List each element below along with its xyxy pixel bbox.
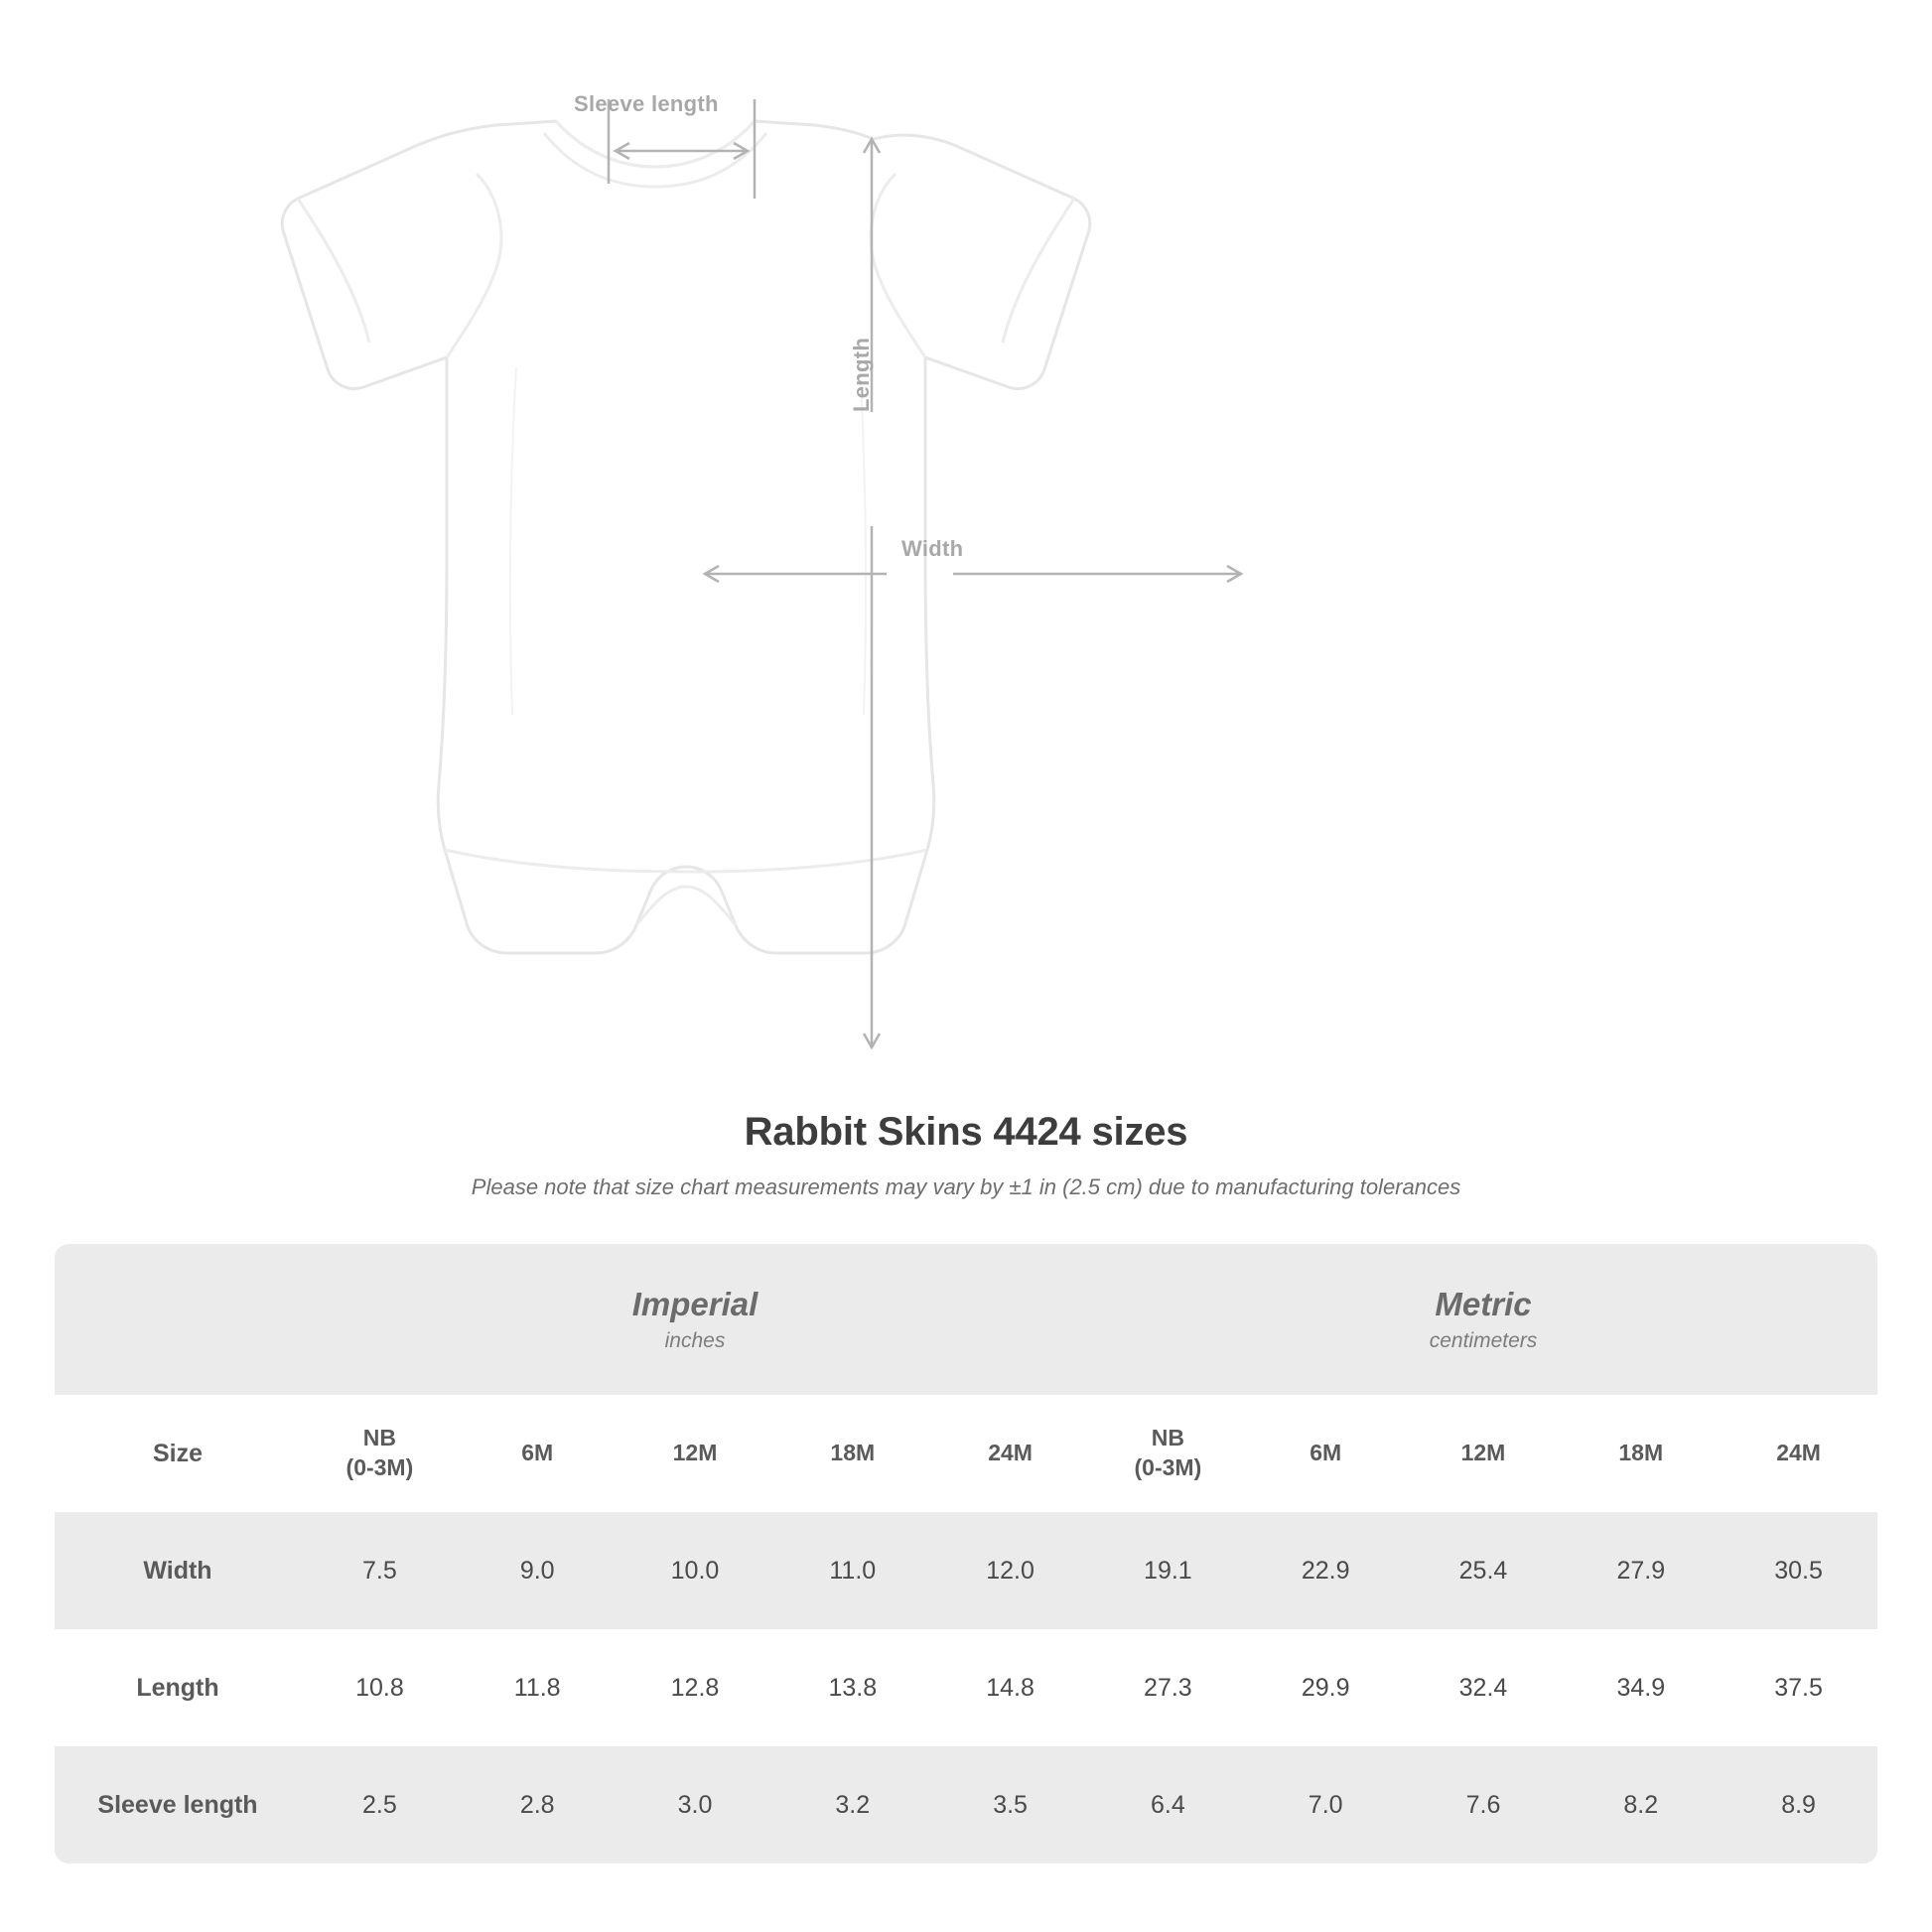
- row-label-width: Width: [55, 1512, 301, 1629]
- unit-group-imperial-name: Imperial: [631, 1286, 759, 1323]
- header-imperial-nb-main: NB: [362, 1425, 397, 1451]
- cell-width-imperial-24m: 12.0: [931, 1512, 1089, 1629]
- cell-length-metric-6m: 29.9: [1247, 1629, 1405, 1746]
- cell-length-imperial-18m: 13.8: [773, 1629, 931, 1746]
- cell-length-imperial-24m: 14.8: [931, 1629, 1089, 1746]
- size-table-container: [55, 1244, 1877, 1863]
- header-imperial-nb-sub: (0-3M): [345, 1454, 414, 1480]
- cell-sleeve-imperial-12m: 3.0: [617, 1746, 774, 1863]
- header-imperial-24m: 24M: [931, 1395, 1089, 1512]
- header-metric-nb-sub: (0-3M): [1134, 1454, 1202, 1480]
- cell-length-metric-18m: 34.9: [1562, 1629, 1720, 1746]
- header-metric-nb-main: NB: [1151, 1425, 1184, 1451]
- unit-group-metric-name: Metric: [1435, 1286, 1532, 1323]
- table-row: [55, 1746, 1877, 1863]
- cell-sleeve-metric-24m: 8.9: [1720, 1746, 1877, 1863]
- cell-sleeve-imperial-nb: 2.5: [301, 1746, 459, 1863]
- header-metric-18m: 18M: [1562, 1395, 1720, 1512]
- cell-length-metric-12m: 32.4: [1405, 1629, 1563, 1746]
- cell-length-imperial-6m: 11.8: [459, 1629, 617, 1746]
- cell-width-imperial-12m: 10.0: [617, 1512, 774, 1629]
- unit-group-imperial: [301, 1244, 1089, 1395]
- cell-sleeve-metric-18m: 8.2: [1562, 1746, 1720, 1863]
- cell-sleeve-imperial-24m: 3.5: [931, 1746, 1089, 1863]
- cell-sleeve-metric-6m: 7.0: [1247, 1746, 1405, 1863]
- cell-sleeve-imperial-6m: 2.8: [459, 1746, 617, 1863]
- size-table: [55, 1244, 1877, 1863]
- cell-length-metric-24m: 37.5: [1720, 1629, 1877, 1746]
- unit-group-imperial-sub: inches: [664, 1328, 726, 1352]
- header-imperial-12m: 12M: [617, 1395, 774, 1512]
- cell-width-metric-nb: 19.1: [1089, 1512, 1247, 1629]
- cell-length-metric-nb: 27.3: [1089, 1629, 1247, 1746]
- cell-width-metric-12m: 25.4: [1405, 1512, 1563, 1629]
- table-row: [55, 1512, 1877, 1629]
- cell-length-imperial-nb: 10.8: [301, 1629, 459, 1746]
- unit-group-header-row: [55, 1244, 1877, 1395]
- row-label-sleeve-length: Sleeve length: [55, 1746, 301, 1863]
- cell-width-metric-18m: 27.9: [1562, 1512, 1720, 1629]
- cell-width-metric-6m: 22.9: [1247, 1512, 1405, 1629]
- header-metric-12m: 12M: [1405, 1395, 1563, 1512]
- cell-length-imperial-12m: 12.8: [617, 1629, 774, 1746]
- width-label: Width: [901, 536, 964, 561]
- cell-width-imperial-nb: 7.5: [301, 1512, 459, 1629]
- bodysuit-shape: [282, 121, 1090, 953]
- header-imperial-nb: [301, 1395, 459, 1512]
- sleeve-length-label: Sleeve length: [574, 91, 719, 116]
- header-metric-24m: 24M: [1720, 1395, 1877, 1512]
- header-metric-nb: [1089, 1395, 1247, 1512]
- cell-width-metric-24m: 30.5: [1720, 1512, 1877, 1629]
- header-imperial-18m: 18M: [773, 1395, 931, 1512]
- unit-header-spacer: [55, 1244, 301, 1395]
- column-header-row: [55, 1395, 1877, 1512]
- tolerance-note: Please note that size chart measurements may vary by ±1 in (2.5 cm) due to manufacturing tolerances: [471, 1174, 1461, 1199]
- page-title: Rabbit Skins 4424 sizes: [744, 1110, 1188, 1154]
- cell-width-imperial-6m: 9.0: [459, 1512, 617, 1629]
- cell-width-imperial-18m: 11.0: [773, 1512, 931, 1629]
- title-block: [0, 1110, 1932, 1200]
- header-size: Size: [55, 1395, 301, 1512]
- unit-group-metric: [1089, 1244, 1877, 1395]
- row-label-length: Length: [55, 1629, 301, 1746]
- cell-sleeve-metric-nb: 6.4: [1089, 1746, 1247, 1863]
- unit-group-metric-sub: centimeters: [1429, 1328, 1538, 1352]
- header-imperial-6m: 6M: [459, 1395, 617, 1512]
- cell-sleeve-metric-12m: 7.6: [1405, 1746, 1563, 1863]
- header-metric-6m: 6M: [1247, 1395, 1405, 1512]
- table-row: [55, 1629, 1877, 1746]
- cell-sleeve-imperial-18m: 3.2: [773, 1746, 931, 1863]
- length-label: Length: [849, 337, 874, 412]
